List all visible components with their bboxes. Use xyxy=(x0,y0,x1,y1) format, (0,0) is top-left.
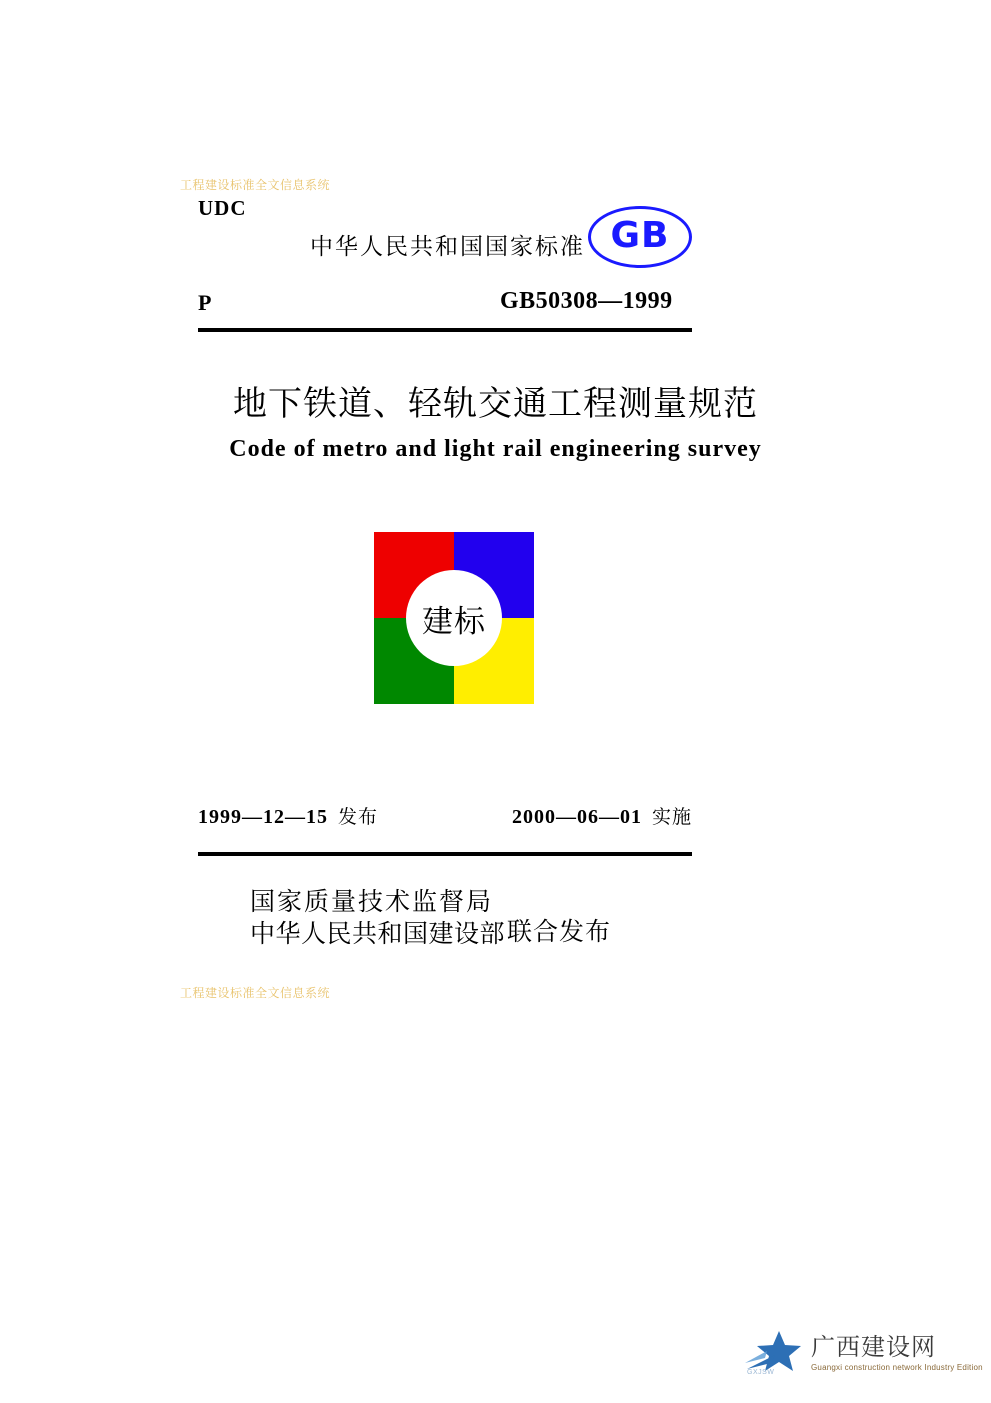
corner-brand-sub: GXJSW xyxy=(747,1369,775,1376)
emblem-center-text: 建标 xyxy=(406,570,502,666)
effective-date: 2000—06—01 xyxy=(511,806,642,828)
corner-brand-name: 广西建设网 xyxy=(811,1333,936,1361)
corner-brand-logo xyxy=(745,1323,983,1385)
issuers-block xyxy=(250,886,611,950)
watermark-bottom: 工程建设标准全文信息系统 xyxy=(180,986,331,1000)
gb-logo xyxy=(588,206,692,268)
page-title-english: Code of metro and light rail engineering survey xyxy=(229,436,762,462)
effective-label: 实施 xyxy=(651,806,692,828)
dates-row xyxy=(198,802,692,829)
star-swoosh-icon xyxy=(745,1329,807,1373)
jianbiao-emblem xyxy=(374,532,534,704)
issuer-names xyxy=(250,886,505,950)
issuer-line-1: 国家质量技术监督局 xyxy=(250,887,494,916)
page-title-chinese: 地下铁道、轻轨交通工程测量规范 xyxy=(233,384,758,424)
classification-mark: P xyxy=(198,290,212,315)
watermark-top: 工程建设标准全文信息系统 xyxy=(180,178,331,192)
corner-brand-name-en: Guangxi construction network Industry Edition xyxy=(811,1363,983,1372)
effective-date-group xyxy=(512,802,692,829)
joint-release-label: 联合发布 xyxy=(507,917,612,946)
issuer-line-2: 中华人民共和国建设部 xyxy=(250,919,506,948)
divider-top xyxy=(198,328,692,332)
gb-logo-text: GB xyxy=(610,215,670,256)
divider-bottom xyxy=(198,852,692,856)
standard-number: GB50308—1999 xyxy=(500,288,673,314)
udc-label: UDC xyxy=(198,196,247,220)
national-standard-label: 中华人民共和国国家标准 xyxy=(310,234,585,260)
issue-label: 发布 xyxy=(338,806,379,828)
issue-date-group xyxy=(198,802,378,829)
issue-date: 1999—12—15 xyxy=(198,806,328,828)
